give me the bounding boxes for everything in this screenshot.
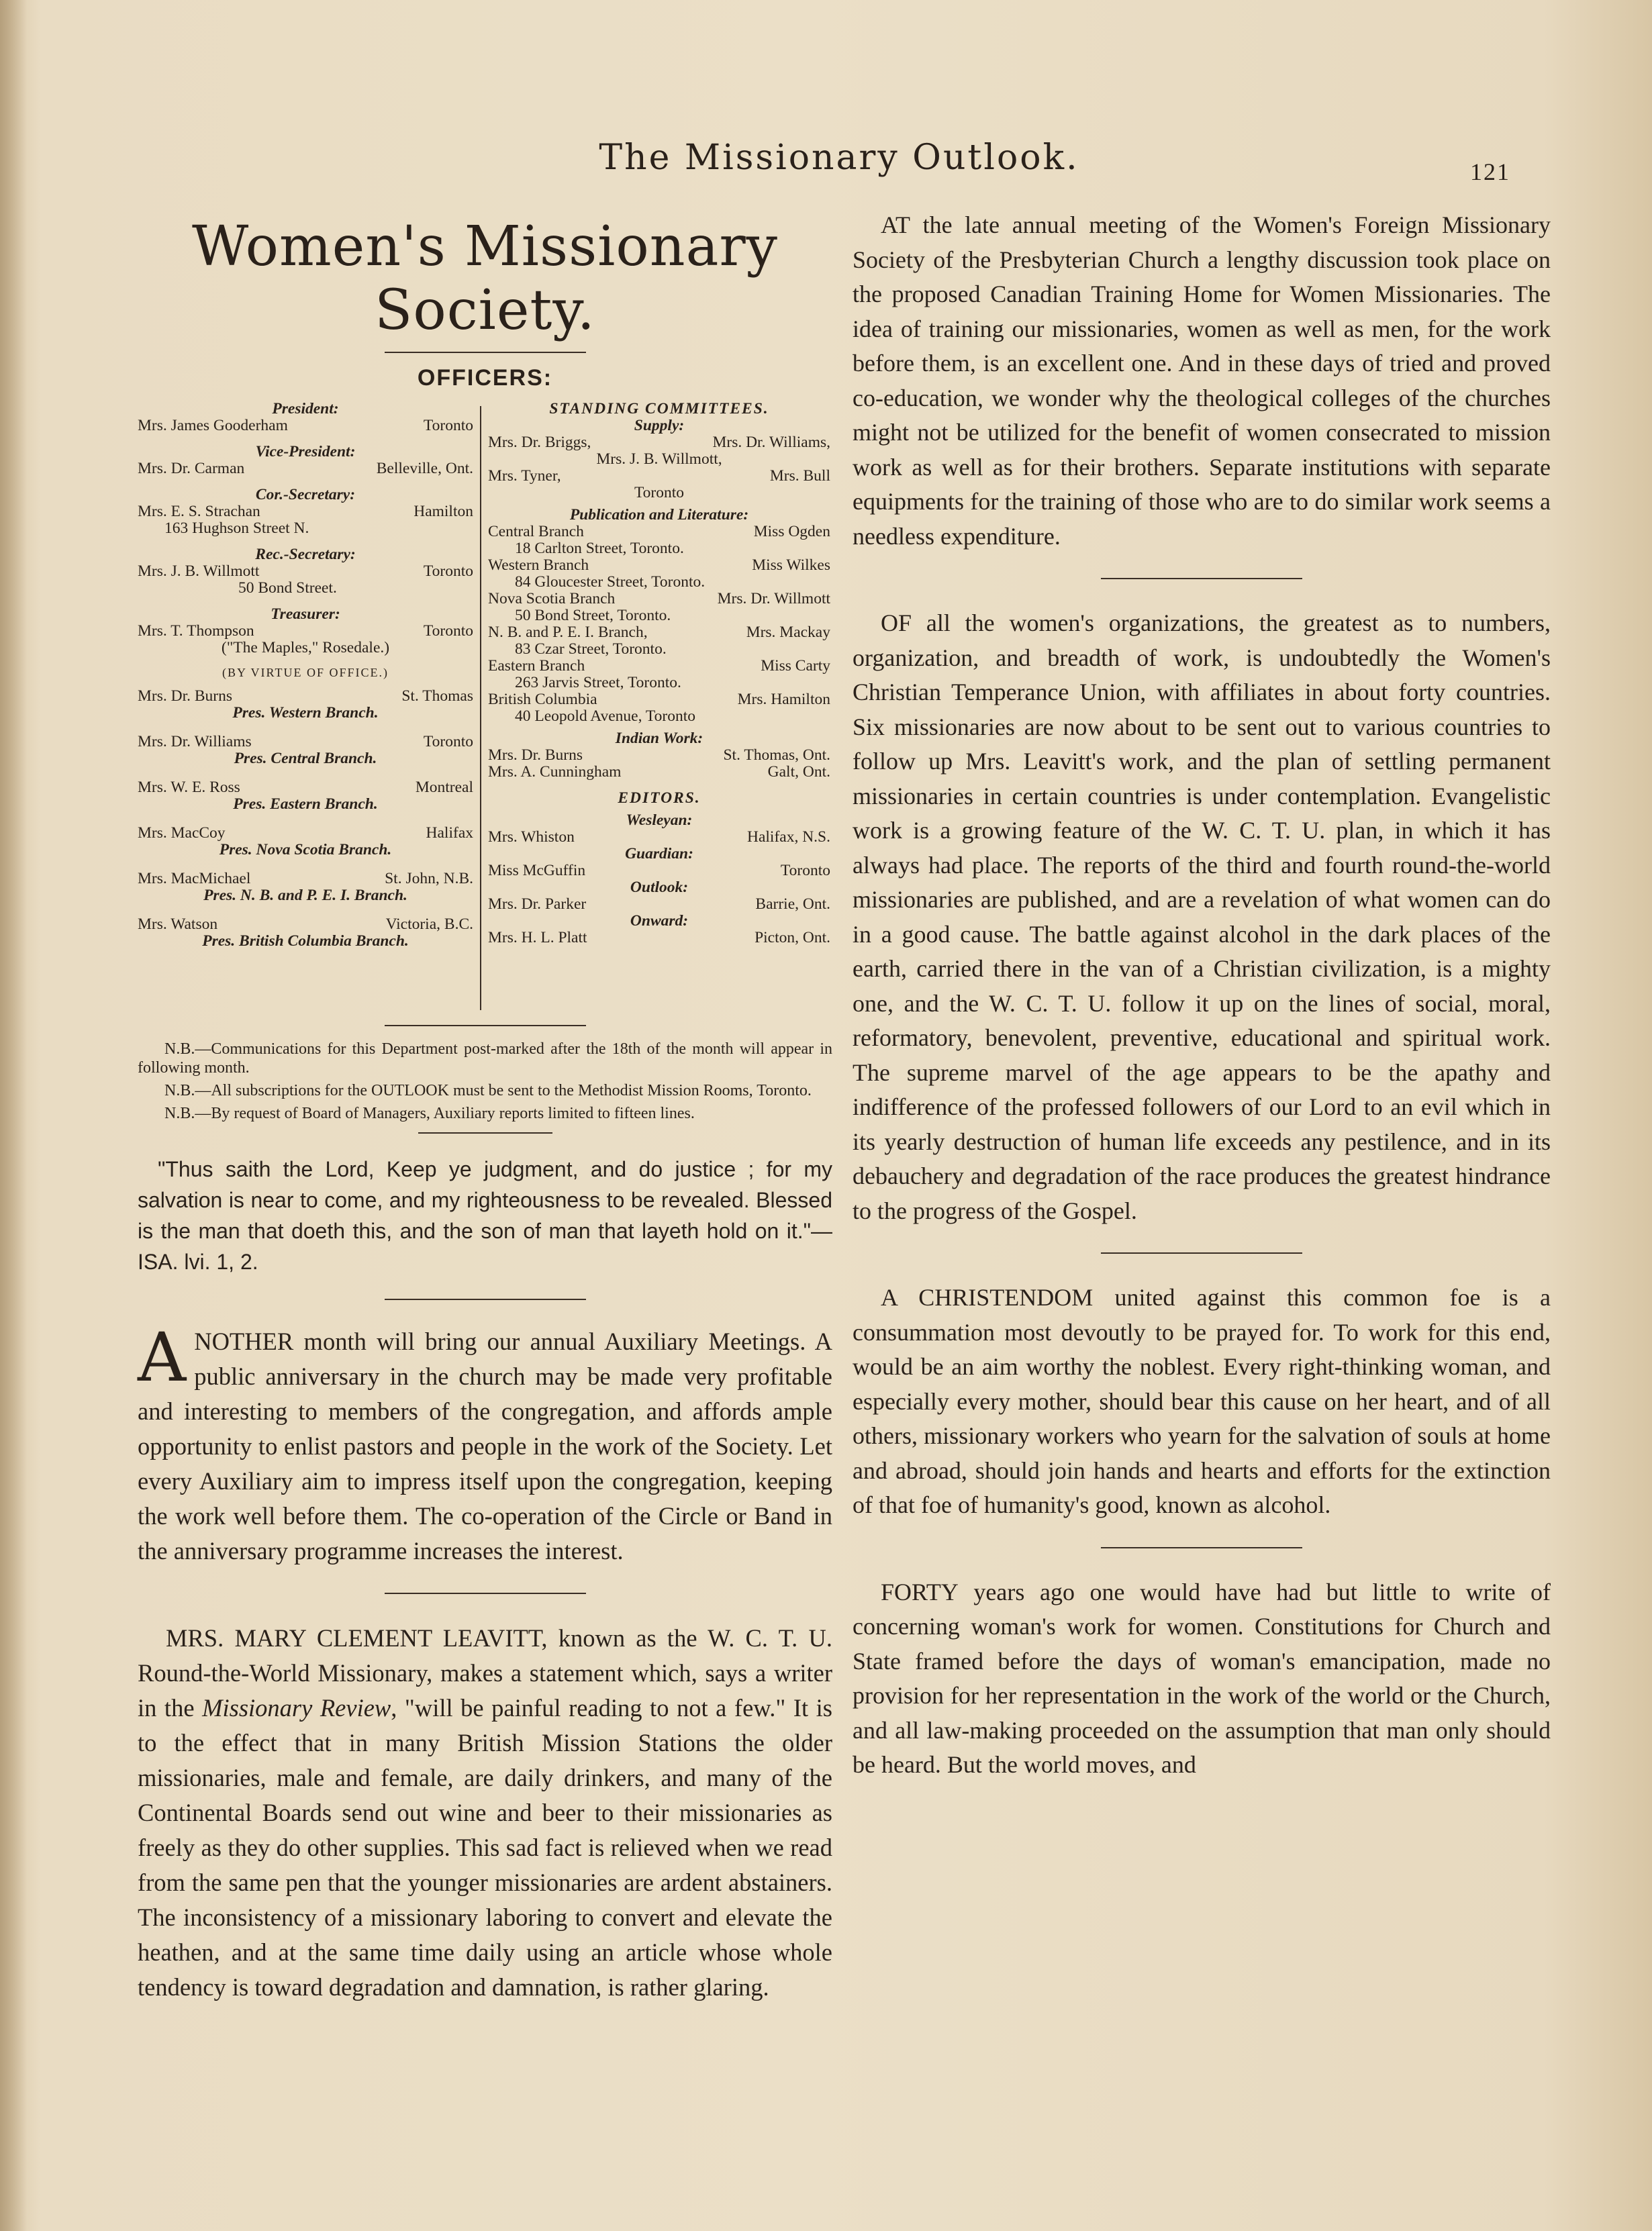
officer-address: ("The Maples," Rosedale.) [221,639,390,656]
pres-branch: Pres. N. B. and P. E. I. Branch. [203,887,407,904]
article-rule [1101,578,1302,579]
pub-entry [488,591,830,624]
pub-name: Miss Ogden [753,523,830,540]
officer-name: Mrs. T. Thompson [138,622,254,640]
pres-name: Mrs. W. E. Ross [138,779,240,796]
quote-rule [385,1299,586,1300]
officer-name: Mrs. James Gooderham [138,417,288,434]
lead-words: AT [881,211,910,238]
pub-name: Miss Wilkes [752,556,830,574]
supply-name: Mrs. Dr. Williams, [712,434,830,451]
officers-right-list [488,401,830,946]
indian-row [488,747,830,764]
outlook-title: Outlook: [630,879,689,896]
editor-name: Mrs. Dr. Parker [488,895,587,913]
editor-row [488,896,830,913]
pub-name: Mrs. Dr. Willmott [717,590,830,607]
indian-place: St. Thomas, Ont. [723,746,830,764]
paragraph-text: united against this common foe is a consummation most devoutly to be prayed for. To work for this end, would be an aim worthy the noblest. Every right-thinking woman, and especially every mother, should bear this cause on her heart, and of all others, missionary workers who yearn for the salvation of souls at home and abroad, should join hands and hearts and efforts for the extinction of that foe of humanity's good, known as alcohol. [853,1284,1551,1518]
supply-place: Toronto [634,484,685,501]
editor-name: Mrs. Whiston [488,828,575,846]
officers-heading: OFFICERS: [417,365,553,391]
editor-place: Halifax, N.S. [746,828,830,846]
pub-name: Mrs. Mackay [746,624,830,641]
officers-rule [385,1025,586,1026]
pub-address: 50 Bond Street, Toronto. [515,607,671,624]
officer-row [138,417,473,434]
italic-title: Missionary Review [202,1694,391,1722]
article-christendom [853,1281,1551,1523]
officer-address: 50 Bond Street. [238,579,337,597]
pres-branch: Pres. Nova Scotia Branch. [219,841,392,858]
vp-title: Vice-President: [255,443,356,460]
pub-branch: Nova Scotia Branch [488,590,616,607]
pub-address: 18 Carlton Street, Toronto. [515,540,684,557]
pres-place: St. Thomas [401,687,473,705]
officer-row [138,460,473,477]
virtue-label: (BY VIRTUE OF OFFICE.) [222,666,389,679]
pub-address: 83 Czar Street, Toronto. [515,640,667,658]
supply-name: Mrs. J. B. Willmott, [596,450,722,468]
lead-words: FORTY [881,1578,959,1605]
lead-words: MRS. MARY CLEMENT LEAVITT, [166,1624,548,1652]
pres-place: Toronto [423,733,473,750]
pub-name: Mrs. Hamilton [737,691,830,708]
article-training-home [853,208,1551,554]
pres-branch: Pres. Eastern Branch. [233,795,378,813]
lead-words: NOTHER [194,1328,294,1355]
note: N.B.—By request of Board of Managers, Auxiliary reports limited to fifteen lines. [164,1105,695,1122]
pub-entry [488,557,830,591]
section-title: Women's Missionary Society. [191,215,779,342]
article-auxiliary [138,1318,832,1569]
pub-branch: Central Branch [488,523,584,540]
running-title: The Missionary Outlook. [599,138,1079,178]
editor-name: Mrs. H. L. Platt [488,929,587,946]
wesleyan-title: Wesleyan: [626,811,693,829]
officers-block [138,401,832,1025]
column-divider [480,406,481,1010]
officers-left-list [138,401,473,950]
paragraph-text: known as the W. C. T. U. Round-the-World Missionary, makes a statement which, says a writer in the [138,1624,832,1722]
pub-entry [488,624,830,658]
editors-title: EDITORS. [618,789,701,807]
standing-title: STANDING COMMITTEES. [549,400,769,417]
pres-branch: Pres. British Columbia Branch. [202,932,409,950]
lead-words: A CHRISTENDOM [881,1284,1094,1311]
pres-entry [138,779,473,813]
pres-place: Montreal [415,779,473,796]
guardian-title: Guardian: [625,845,693,862]
paragraph-text: years ago one would have had but little to write of concerning woman's work for women. Constitutions for Church and State framed before the days of woman's emancipation, made no provision for her representation in the work of the world or the Church, and all law-making proceeded on the assumption that man only should be heard. But the world moves, and [853,1578,1551,1778]
article-forty-years [853,1575,1551,1783]
pub-entry [488,658,830,691]
pres-name: Mrs. Watson [138,915,218,933]
indian-row [488,764,830,781]
officer-place: Belleville, Ont. [376,460,473,477]
pub-branch: Eastern Branch [488,657,585,675]
supply-name: Mrs. Tyner, [488,467,561,485]
pres-place: Halifax [426,824,473,842]
title-rule [385,352,586,353]
paragraph-text: all the women's organizations, the greatest as to numbers, organization, and breadth of work, is undoubtedly the Women's Christian Temperance Union, with affiliates in about forty countries. Six missionaries are now about to be sent out to various countries to follow up Mrs. Leavitt's work, and the plan of settling permanent missionaries in certain countries is under contemplation. Evangelistic work is a growing feature of the W. C. T. U. plan, in which it has always had place. The reports of the third and fourth round-the-world missionaries are published, and are a revelation of what women can do in a good cause. The battle against alcohol in the dark places of the earth, carried there in the van of a Christian civilization, is a mighty one, and the W. C. T. U. follow it up on the lines of social, moral, reformatory, benevolent, preventive, educational and spiritual work. The supreme marvel of the age appears to be the apathy and indifference of the professed followers of our Lord to an evil which in its yearly destruction of human life exceeds any pestilence, and in its debauchery and degradation of the race produces the greatest hindrance to the progress of the Gospel. [853,609,1551,1224]
page-number: 121 [1470,158,1510,185]
supply-title: Supply: [634,417,685,434]
officer-place: Toronto [423,562,473,580]
note: N.B.—All subscriptions for the OUTLOOK must be sent to the Methodist Mission Rooms, Toronto. [164,1082,812,1099]
pres-place: Victoria, B.C. [385,915,473,933]
supply-row [488,434,830,451]
onward-title: Onward: [630,912,689,930]
drop-cap: A [138,1318,187,1397]
publication-title: Publication and Literature: [569,506,749,524]
pres-entry [138,688,473,722]
pres-name: Mrs. Dr. Burns [138,687,233,705]
article-leavitt [138,1621,832,2005]
officer-row [138,563,473,580]
left-column [138,201,832,2005]
paragraph-text: month will bring our annual Auxiliary Meetings. A public anniversary in the church may be made very profitable and interesting to members of the congregation, and affords ample opportunity to enlist pastors and people in the work of the Society. Let every Auxiliary aim to impress itself upon the congregation, keeping the work well before them. The co-operation of the Circle or Band in the anniversary programme increases the interest. [138,1328,832,1565]
article-rule [1101,1252,1302,1254]
editor-place: Toronto [780,862,830,879]
pres-name: Mrs. MacCoy [138,824,226,842]
paragraph-text: the late annual meeting of the Women's Foreign Missionary Society of the Presbyterian Church a lengthy discussion took place on the proposed Canadian Training Home for Women Missionaries. The idea of training our missionaries, women as well as men, for the work before them, is an excellent one. And in these days of tried and proved co-education, we wonder why the theological colleges of the churches might not be utilized for the benefit of women consecrated to mission work as well as for their brothers. Separate institutions with separate equipments for the training of those who are to do similar work seems a needless expenditure. [853,211,1551,550]
officer-row [138,623,473,640]
supply-name: Mrs. Bull [769,467,830,485]
officer-place: Toronto [423,417,473,434]
pub-entry [488,691,830,725]
pub-address: 84 Gloucester Street, Toronto. [515,573,706,591]
pub-branch: Western Branch [488,556,589,574]
editor-place: Barrie, Ont. [755,895,830,913]
rec-title: Rec.-Secretary: [255,546,356,563]
editor-place: Picton, Ont. [755,929,830,946]
editor-row [488,829,830,846]
pres-entry [138,825,473,858]
page-header [0,138,1652,191]
right-column [853,208,1551,1783]
pub-entry [488,524,830,557]
officer-place: Hamilton [414,503,473,520]
pub-address: 40 Leopold Avenue, Toronto [515,707,695,725]
officer-address: 163 Hughson Street N. [164,519,309,537]
scripture-quote: "Thus saith the Lord, Keep ye judgment, and do justice ; for my salvation is near to come, and my righteousness to be revealed. Blessed is the man that doeth this, and the son of man that layeth hold on it."—ISA. lvi. 1, 2. [138,1157,832,1274]
paragraph-text: , "will be painful reading to not a few." It is to the effect that in many British Mission Stations the older missionaries, male and female, are daily drinkers, and many of the Continental Boards send out wine and beer to their missionaries as freely as they do other supplies. This sad fact is relieved when we read from the same pen that the younger missionaries are ardent abstainers. The inconsistency of a missionary laboring to convert and elevate the heathen, and at the same time daily using an article whose whole tendency is toward degradation and damnation, is rather glaring. [138,1694,833,2001]
note: N.B.—Communications for this Department post-marked after the 18th of the month will appear in following month. [138,1040,832,1077]
pres-entry [138,871,473,904]
editor-row [488,930,830,946]
supply-name: Mrs. Dr. Briggs, [488,434,591,451]
editor-name: Miss McGuffin [488,862,586,879]
officer-row [138,503,473,520]
lead-words: OF [881,609,912,636]
officer-place: Toronto [423,622,473,640]
pres-name: Mrs. MacMichael [138,870,251,887]
cor-title: Cor.-Secretary: [255,486,356,503]
indian-place: Galt, Ont. [767,763,830,781]
department-notes [138,1040,832,1123]
pres-place: St. John, N.B. [385,870,473,887]
notes-rule [418,1132,552,1134]
pub-address: 263 Jarvis Street, Toronto. [515,674,681,691]
officer-name: Mrs. Dr. Carman [138,460,245,477]
pres-branch: Pres. Central Branch. [234,750,377,767]
pub-branch: N. B. and P. E. I. Branch, [488,624,648,641]
officer-name: Mrs. E. S. Strachan [138,503,260,520]
indian-name: Mrs. A. Cunningham [488,763,622,781]
article-rule [385,1593,586,1594]
treasurer-title: Treasurer: [271,605,340,623]
officer-name: Mrs. J. B. Willmott [138,562,260,580]
pres-branch: Pres. Western Branch. [232,704,379,722]
pres-entry [138,916,473,950]
president-title: President: [272,400,339,417]
pres-name: Mrs. Dr. Williams [138,733,252,750]
indian-title: Indian Work: [615,730,703,747]
pres-entry [138,734,473,767]
article-wctu [853,606,1551,1228]
binding-shadow [0,0,27,2231]
pub-name: Miss Carty [761,657,830,675]
article-rule [1101,1547,1302,1548]
editor-row [488,862,830,879]
supply-row [488,468,830,485]
indian-name: Mrs. Dr. Burns [488,746,583,764]
pub-branch: British Columbia [488,691,597,708]
